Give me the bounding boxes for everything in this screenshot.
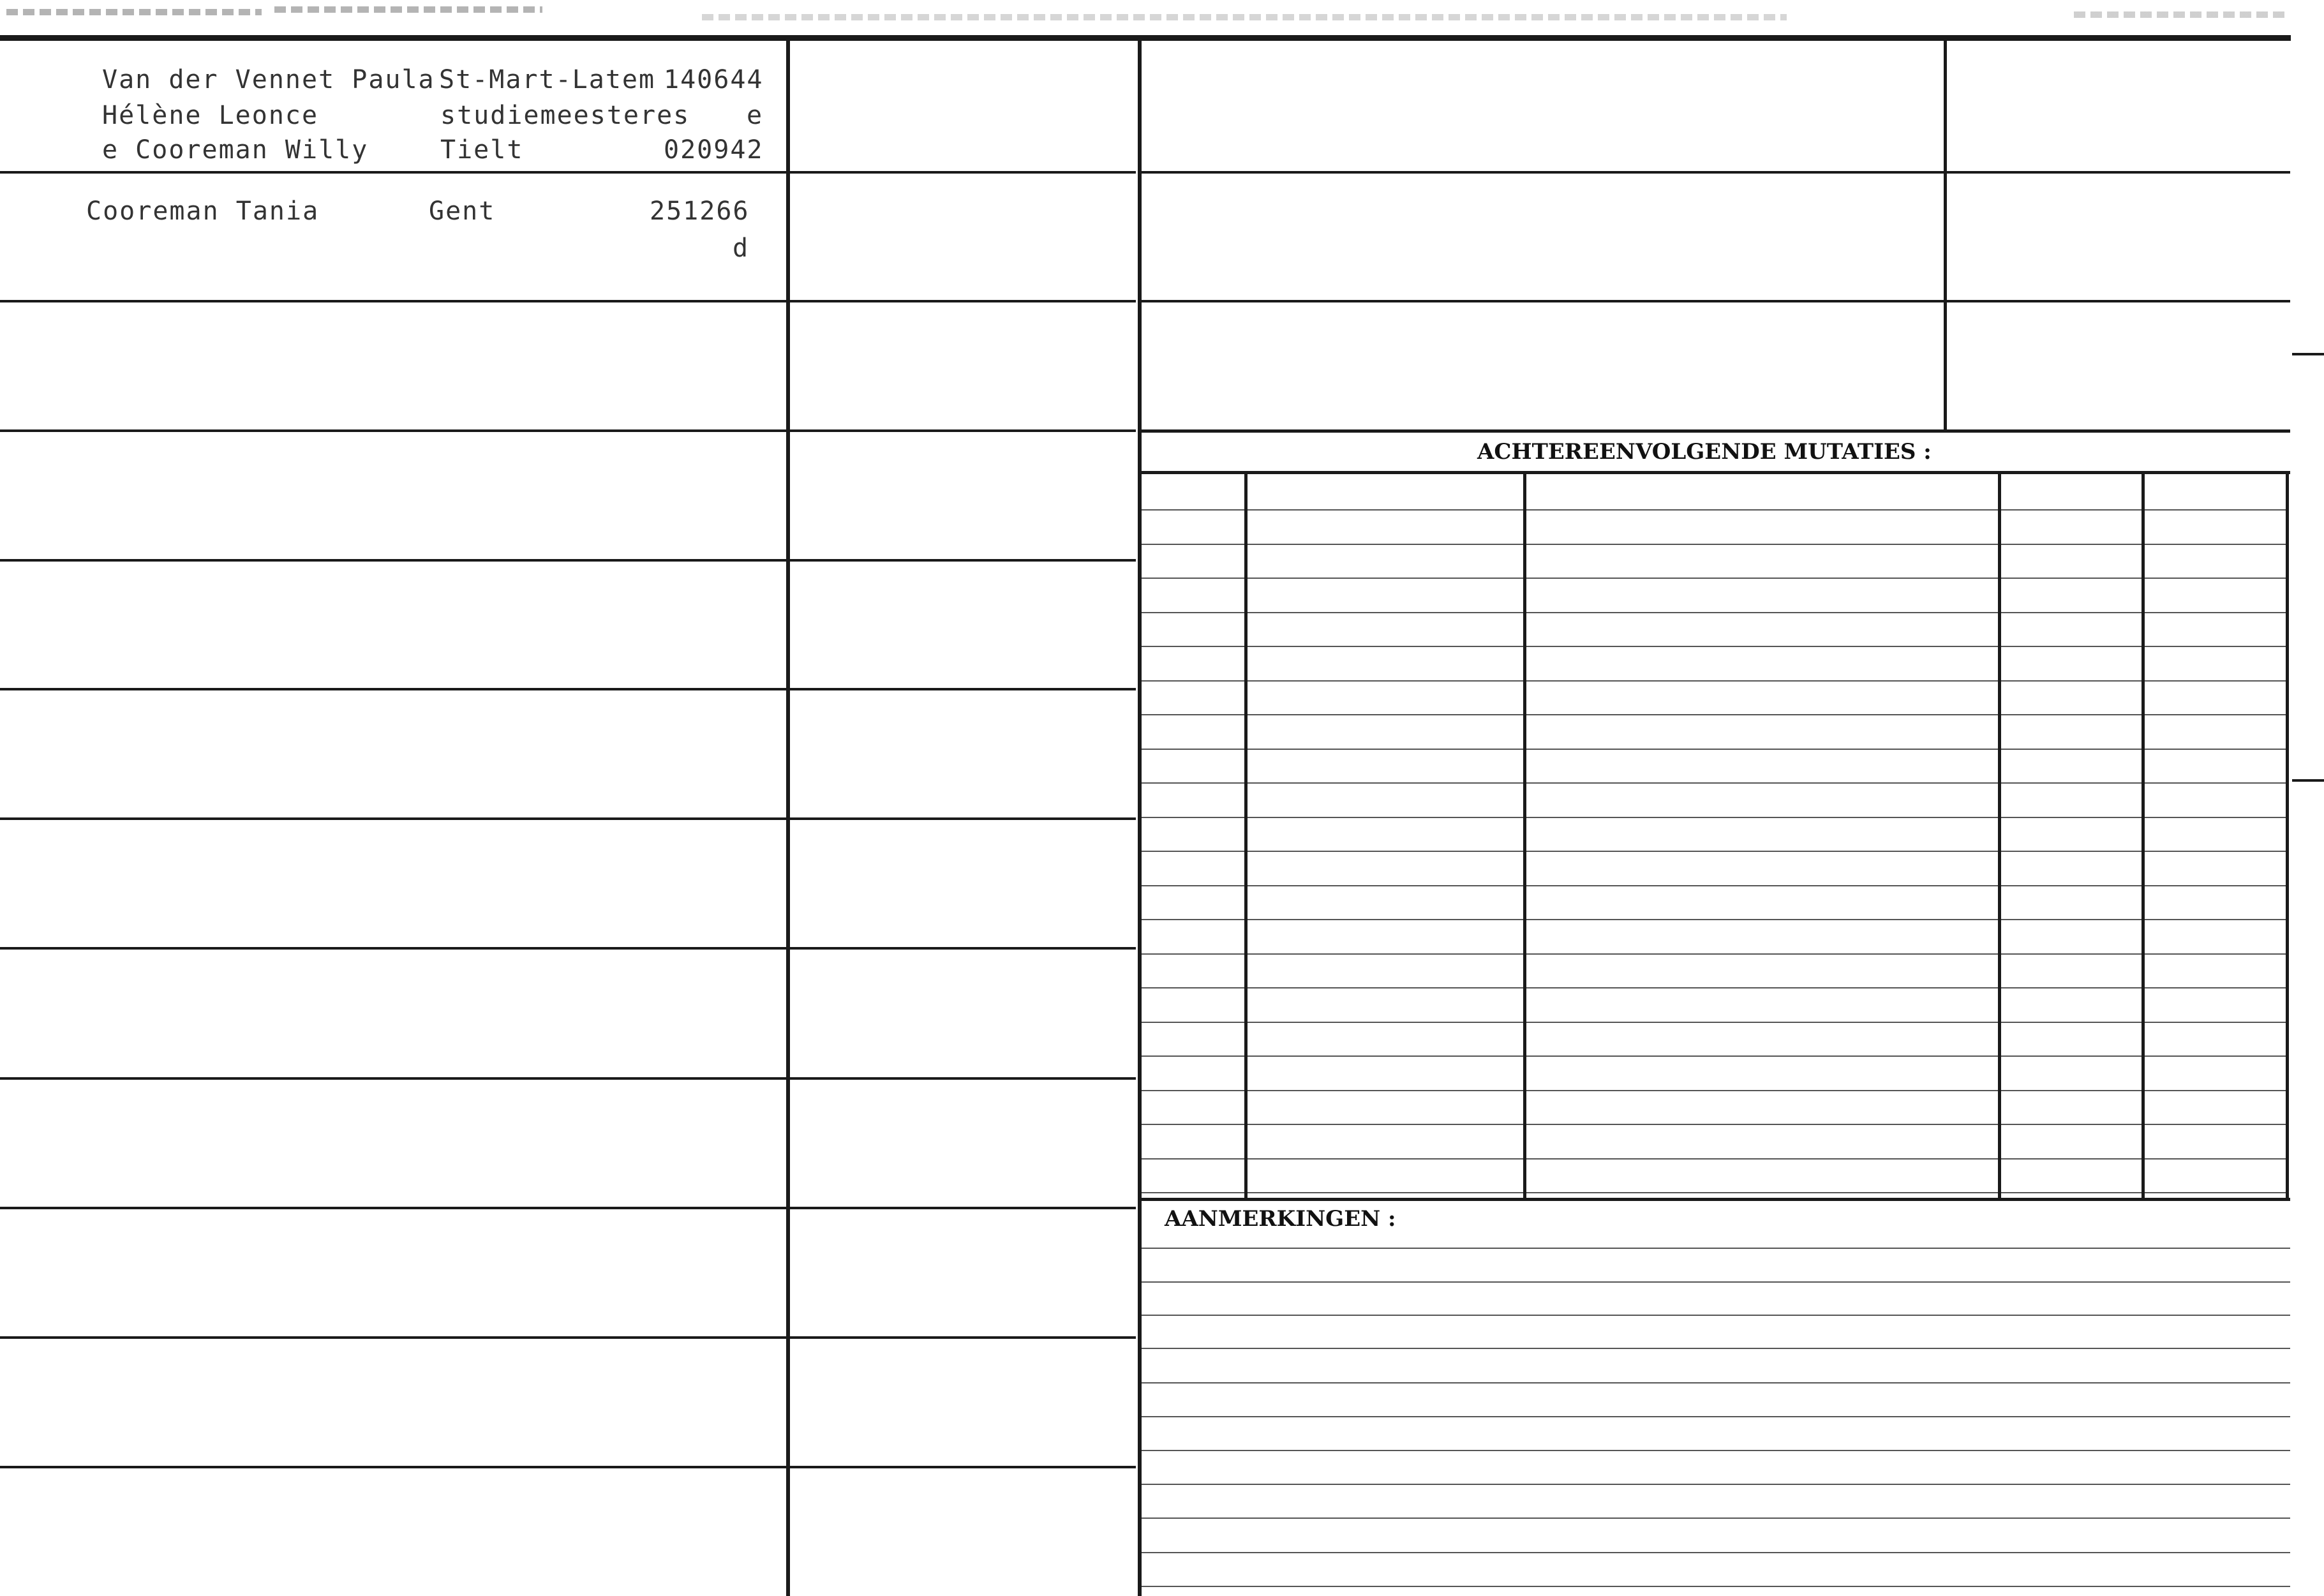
entry-date-line: 140644 — [664, 65, 764, 94]
mutation-rule-line — [2145, 612, 2286, 613]
mutation-rule-line — [2001, 544, 2142, 545]
mutation-rule-line — [1142, 544, 1244, 545]
mutation-rule-line — [2001, 782, 2142, 784]
mutation-rule-line — [1526, 714, 1998, 715]
mutation-rule-line — [1142, 749, 1244, 750]
mutation-rule-line — [2145, 817, 2286, 818]
mutation-rule-line — [2145, 509, 2286, 511]
mutation-rule-line — [2001, 1158, 2142, 1160]
mutation-rule-line — [1526, 919, 1998, 920]
mutation-rule-line — [1248, 1022, 1523, 1023]
mutation-rule-line — [2001, 987, 2142, 988]
mutation-rule-line — [1526, 646, 1998, 647]
mutation-rule-line — [2001, 885, 2142, 886]
mutation-rule-line — [1248, 749, 1523, 750]
mutation-rule-line — [1248, 680, 1523, 682]
mutation-rule-line — [1526, 1124, 1998, 1125]
mutation-rule-line — [1248, 1158, 1523, 1160]
mutation-rule-line — [1142, 680, 1244, 682]
mutation-rule-line — [1248, 714, 1523, 715]
entry-place-line: Tielt — [440, 135, 524, 165]
mutation-rule-line — [2145, 1124, 2286, 1125]
column-divider-2 — [1138, 41, 1142, 1596]
mutation-rule-line — [2001, 1022, 2142, 1023]
mutation-rule-line — [2145, 1022, 2286, 1023]
mutation-rule-line — [2001, 509, 2142, 511]
mutation-rule-line — [1142, 782, 1244, 784]
mutation-rule-line — [1526, 885, 1998, 886]
mutation-rule-line — [2001, 953, 2142, 955]
mutation-rule-line — [1526, 749, 1998, 750]
mutation-rule-line — [1248, 509, 1523, 511]
entry-date-line: d — [733, 234, 750, 263]
mutation-rule-line — [2001, 1192, 2142, 1193]
top-rule — [0, 35, 2291, 41]
mutation-rule-line — [1142, 987, 1244, 988]
remarks-heading: AANMERKINGEN : — [1165, 1206, 1396, 1232]
mutation-rule-line — [1142, 1022, 1244, 1023]
mutation-rule-line — [1142, 1055, 1244, 1057]
mutation-rule-line — [1526, 851, 1998, 852]
mutation-rule-line — [2145, 851, 2286, 852]
mutation-rule-line — [1526, 1158, 1998, 1160]
mutation-rule-line — [1526, 1022, 1998, 1023]
mutation-rule-line — [1248, 544, 1523, 545]
mutation-rule-line — [1248, 817, 1523, 818]
mutation-rule-line — [2145, 885, 2286, 886]
mutation-rule-line — [1142, 509, 1244, 511]
mutation-rule-line — [1526, 987, 1998, 988]
mutation-rule-line — [2145, 749, 2286, 750]
entry-date-line: 020942 — [664, 135, 764, 165]
column-divider-1 — [786, 41, 790, 1596]
mutation-rule-line — [1142, 1192, 1244, 1193]
mutation-rule-line — [1142, 919, 1244, 920]
mutation-rule-line — [1142, 578, 1244, 579]
mutation-rule-line — [1526, 1192, 1998, 1193]
mutation-rule-line — [2145, 1192, 2286, 1193]
entry-date-line: e — [747, 101, 764, 130]
entry-place-line: Gent — [429, 197, 496, 226]
mutation-rule-line — [1526, 1055, 1998, 1057]
mutation-rule-line — [1142, 612, 1244, 613]
mutation-rule-line — [2001, 612, 2142, 613]
entry-name-line: e Cooreman Willy — [102, 135, 369, 165]
mutation-rule-line — [2001, 1055, 2142, 1057]
mutation-rule-line — [1142, 1124, 1244, 1125]
mutation-rule-line — [2001, 680, 2142, 682]
mutation-rule-line — [1248, 646, 1523, 647]
entry-date-line: 251266 — [650, 197, 750, 226]
entry-name-line: Hélène Leonce — [102, 101, 319, 130]
mutation-rule-line — [1526, 1090, 1998, 1091]
mutation-rule-line — [1248, 953, 1523, 955]
mutation-rule-line — [1248, 1192, 1523, 1193]
mutation-rule-line — [1248, 612, 1523, 613]
mutation-rule-line — [2001, 851, 2142, 852]
mutation-rule-line — [2145, 1055, 2286, 1057]
mutation-rule-line — [1248, 885, 1523, 886]
mutation-rule-line — [2145, 1090, 2286, 1091]
mutation-rule-line — [1142, 1158, 1244, 1160]
mutation-rule-line — [2001, 578, 2142, 579]
mutation-rule-line — [2145, 782, 2286, 784]
mutation-rule-line — [2145, 1158, 2286, 1160]
mutation-rule-line — [1248, 782, 1523, 784]
mutation-rule-line — [1526, 578, 1998, 579]
mutation-rule-line — [2145, 919, 2286, 920]
mutation-rule-line — [1526, 612, 1998, 613]
mutation-rule-line — [1142, 1090, 1244, 1091]
mutation-rule-line — [2145, 578, 2286, 579]
mutation-rule-line — [2145, 714, 2286, 715]
mutation-rule-line — [2001, 919, 2142, 920]
entry-place-line: St-Mart-Latem — [439, 65, 656, 94]
mutation-rule-line — [2145, 953, 2286, 955]
mutation-rule-line — [1248, 987, 1523, 988]
mutation-rule-line — [1142, 885, 1244, 886]
mutation-rule-line — [1142, 817, 1244, 818]
mutation-rule-line — [1526, 544, 1998, 545]
mutation-rule-line — [2145, 987, 2286, 988]
mutation-rule-line — [1248, 1090, 1523, 1091]
mutation-rule-line — [1526, 817, 1998, 818]
mutation-rule-line — [1142, 851, 1244, 852]
entry-name-line: Van der Vennet Paula — [102, 65, 435, 94]
mutation-rule-line — [2145, 646, 2286, 647]
mutations-heading: ACHTEREENVOLGENDE MUTATIES : — [1477, 439, 1932, 465]
mutation-rule-line — [1526, 782, 1998, 784]
mutation-rule-line — [2001, 817, 2142, 818]
mutation-rule-line — [2145, 680, 2286, 682]
mutation-rule-line — [1248, 851, 1523, 852]
mutation-rule-line — [1526, 953, 1998, 955]
mutation-rule-line — [2001, 714, 2142, 715]
mutation-rule-line — [2145, 544, 2286, 545]
mutation-rule-line — [1248, 578, 1523, 579]
mutation-rule-line — [1248, 919, 1523, 920]
mutation-rule-line — [1526, 680, 1998, 682]
mutation-rule-line — [1526, 509, 1998, 511]
mutation-rule-line — [1142, 953, 1244, 955]
mutation-rule-line — [2001, 646, 2142, 647]
mutation-rule-line — [1142, 646, 1244, 647]
mutation-rule-line — [2001, 1090, 2142, 1091]
mutation-rule-line — [1248, 1055, 1523, 1057]
entry-place-line: studiemeesteres — [440, 101, 690, 130]
mutation-rule-line — [1248, 1124, 1523, 1125]
entry-name-line: Cooreman Tania — [86, 197, 320, 226]
mutation-rule-line — [2001, 749, 2142, 750]
mutation-rule-line — [2001, 1124, 2142, 1125]
mutation-rule-line — [1142, 714, 1244, 715]
